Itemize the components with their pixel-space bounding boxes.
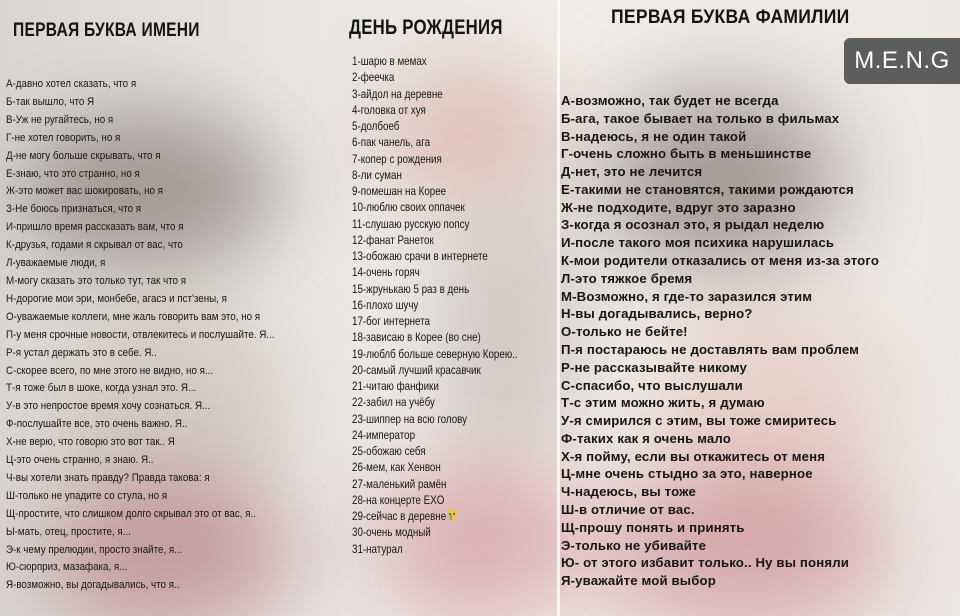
birthday-column [345, 0, 557, 616]
list-item: О-уважаемые коллеги, мне жаль говорить вам это, но я [6, 310, 261, 323]
first-name-column [0, 0, 345, 616]
list-item: 5-долбоеб [352, 119, 400, 133]
list-item: С-скорее всего, по мне этого не видно, но я... [6, 364, 214, 377]
list-item: Э-только не убивайте [561, 537, 707, 553]
list-item: Д-нет, это не лечится [561, 164, 703, 180]
list-item: 17-бог интернета [352, 314, 430, 328]
list-item: 2-феечка [352, 70, 395, 85]
list-item: З-когда я осознал это, я рыдал неделю [561, 217, 825, 233]
list-item: С-спасибо, что выслушали [561, 377, 743, 393]
list-item: Э-к чему прелюдии, просто знайте, я... [6, 543, 183, 556]
list-item: 26-мем, как Хенвон [352, 460, 441, 475]
list-item: Е-такими не становятся, такими рождаются [561, 181, 854, 197]
list-item: 18-зависаю в Корее (во сне) [352, 330, 481, 345]
list-item: 25-обожаю себя [352, 444, 426, 458]
first-name-title: ПЕРВАЯ БУКВА ИМЕНИ [13, 20, 200, 41]
list-item: Ф-послушайте все, это очень важно. Я.. [6, 418, 188, 431]
list-item: Ч-вы хотели знать правду? Правда такова: я [6, 471, 210, 484]
list-item: 7-копер с рождения [352, 151, 442, 166]
list-item: 14-очень горяч [352, 265, 420, 280]
list-item: Ц-мне очень стыдно за это, наверное [561, 466, 813, 482]
watermark-badge: M.E.N.G [844, 38, 960, 84]
list-item: Ы-мать, отец, простите, я... [6, 525, 131, 538]
last-name-title: ПЕРВАЯ БУКВА ФАМИЛИИ [611, 6, 850, 28]
first-name-list [6, 76, 292, 595]
list-item: З-Не боюсь признаться, что я [6, 203, 142, 216]
list-item: Б-ага, такое бывает на только в фильмах [561, 110, 840, 126]
list-item: И-пришло время рассказать вам, что я [6, 221, 184, 234]
list-item: Я-возможно, вы догадывались, что я.. [6, 579, 180, 592]
list-item: О-только не бейте! [561, 324, 688, 340]
list-item: 8-ли суман [352, 167, 402, 182]
list-item: 13-обожаю срачи в интернете [352, 249, 488, 263]
list-item: Р-я устал держать это в себе. Я.. [6, 346, 157, 359]
list-item: 27-маленький рамён [352, 476, 447, 491]
list-item: Е-знаю, что это странно, но я [6, 167, 140, 180]
list-item: 11-слушаю русскую попсу [352, 216, 470, 231]
list-item: Я-уважайте мой выбор [561, 573, 716, 589]
list-item: Н-вы догадывались, верно? [561, 306, 753, 322]
list-item: Г-очень сложно быть в меньшинстве [561, 146, 812, 162]
list-item: Ц-это очень странно, я знаю. Я.. [6, 454, 154, 467]
list-item: М-Возможно, я где-то заразился этим [561, 288, 813, 304]
list-item: Т-я тоже был в шоке, когда узнал это. Я... [6, 382, 197, 395]
list-item: 24-император [352, 427, 416, 442]
list-item: М-могу сказать это только тут, так что я [6, 274, 187, 287]
list-item: 29-сейчас в деревне [352, 508, 557, 524]
list-item: 21-читаю фанфики [352, 379, 439, 393]
list-item: Д-не могу больше скрывать, что я [6, 149, 161, 162]
list-item: Х-я пойму, если вы откажитесь от меня [561, 448, 826, 464]
list-item: 16-плохо шучу [352, 297, 419, 312]
list-item: Н-дорогие мои эри, монбебе, агасэ и пст'зены, я [6, 292, 227, 305]
list-item: Ч-надеюсь, вы тоже [561, 484, 696, 500]
list-item: 9-помешан на Корее [352, 184, 447, 198]
list-item: Р-не рассказывайте никому [561, 359, 747, 375]
list-item: 6-пак чанель, ага [352, 135, 431, 150]
list-item: Г-не хотел говорить, но я [6, 131, 121, 144]
list-item: В-Уж не ругайтесь, но я [6, 113, 114, 126]
list-item: Ф-таких как я очень мало [561, 430, 731, 446]
list-item: 31-натурал [352, 541, 403, 556]
list-item: 12-фанат Ранеток [352, 232, 434, 247]
list-item: 20-самый лучший красавчик [352, 362, 481, 377]
list-item: П-у меня срочные новости, отвлекитесь и послушайте. Я... [6, 328, 275, 341]
list-item: 10-люблю своих оппачек [352, 200, 465, 215]
list-item: Х-не верю, что говорю это вот так.. Я [6, 436, 175, 449]
birthday-list [352, 53, 522, 557]
list-item: 19-люблб больше северную Корею.. [352, 346, 518, 361]
list-item: Л-уважаемые люди, я [6, 257, 106, 270]
birthday-title: ДЕНЬ РОЖДЕНИЯ [349, 16, 503, 39]
list-item: 1-шарю в мемах [352, 54, 427, 68]
list-item: Ж-это может вас шокировать, но я [6, 185, 163, 198]
list-item: И-после такого моя психика нарушилась [561, 235, 835, 251]
last-name-column [557, 0, 960, 616]
list-item: Ю- от этого избавит только.. Ну вы поняли [561, 555, 849, 571]
list-item: У-я смирился с этим, вы тоже смиритесь [561, 413, 837, 429]
list-item: А-давно хотел сказать, что я [6, 78, 137, 90]
list-item: К-друзья, годами я скрывал от вас, что [6, 239, 183, 252]
list-item: А-возможно, так будет не всегда [561, 93, 779, 108]
list-item: Щ-прошу понять и принять [561, 519, 745, 535]
list-item: 3-айдол на деревне [352, 86, 443, 101]
list-item: У-в это непростое время хочу сознаться. Я... [6, 400, 211, 413]
list-item: Л-это тяжкое бремя [561, 270, 693, 286]
list-item: 28-на концерте EXO [352, 492, 445, 507]
list-item: К-мои родители отказались от меня из-за этого [561, 253, 880, 269]
list-item: Щ-простите, что слишком долго скрывал это от вас, я.. [6, 507, 256, 520]
list-item: 23-шиппер на всю голову [352, 411, 468, 426]
list-item: 15-жрунькаю 5 раз в день [352, 281, 470, 296]
list-item: П-я постараюсь не доставлять вам проблем [561, 341, 860, 357]
list-item: Ж-не подходите, вдруг это заразно [561, 199, 796, 215]
list-item: 30-очень модный [352, 525, 431, 540]
list-item: 4-головка от хуя [352, 102, 426, 117]
list-item: Ш-в отличие от вас. [561, 501, 695, 517]
list-item: Ш-только не упадите со стула, но я [6, 489, 168, 502]
list-item: Ю-сюрприз, мазафака, я... [6, 561, 128, 574]
list-item: Т-с этим можно жить, я думаю [561, 395, 765, 411]
crying-face-emoji-icon [448, 509, 458, 521]
list-item: В-надеюсь, я не один такой [561, 128, 747, 144]
list-item: Б-так вышло, что Я [6, 95, 95, 108]
last-name-list [561, 92, 956, 590]
list-item: 22-забил на учёбу [352, 395, 435, 410]
